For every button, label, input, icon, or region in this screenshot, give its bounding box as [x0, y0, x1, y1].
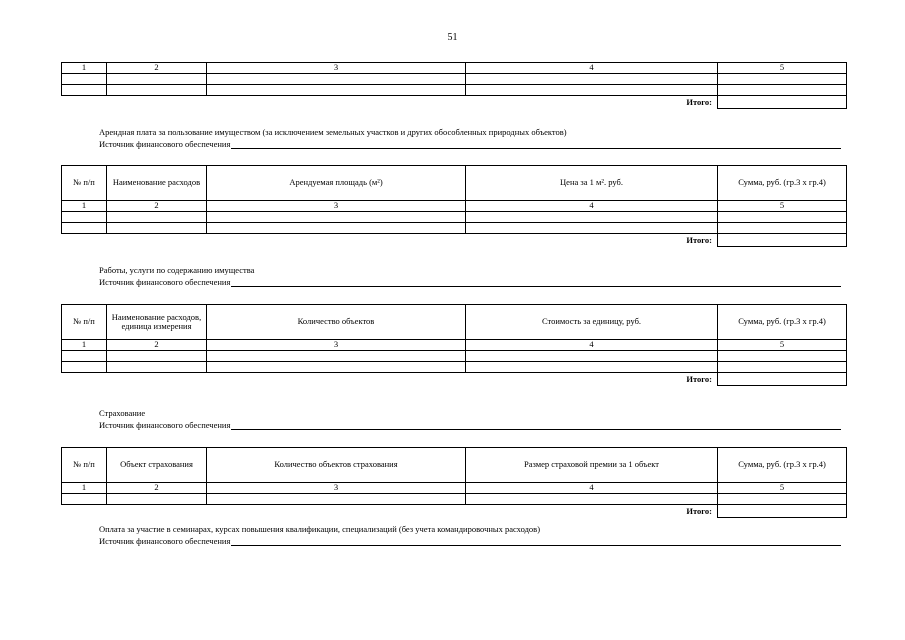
table-maintenance: [61, 304, 847, 386]
funding-source-label: Источник финансового обеспечения: [99, 420, 231, 430]
header-row: [62, 166, 847, 201]
column-number: 4: [466, 201, 718, 212]
funding-source-line[interactable]: [99, 277, 841, 287]
total-label: Итого:: [686, 505, 712, 516]
header-cell: Количество объектов страхования: [207, 448, 466, 483]
total-row: [62, 234, 847, 247]
header-cell: Наименование расходов: [107, 166, 207, 201]
column-number: 5: [718, 63, 847, 74]
column-number: 5: [718, 340, 847, 351]
header-cell: № п/п: [62, 305, 107, 340]
column-number: 4: [466, 340, 718, 351]
table-row: [62, 362, 847, 373]
column-number: 4: [466, 63, 718, 74]
table-insurance: [61, 447, 847, 518]
header-cell: Объект страхования: [107, 448, 207, 483]
column-number: 5: [718, 201, 847, 212]
header-cell: Наименование расходов, единица измерения: [107, 305, 207, 340]
table-row: [62, 74, 847, 85]
column-number: 2: [107, 201, 207, 212]
header-row: [62, 305, 847, 340]
header-cell: Сумма, руб. (гр.3 х гр.4): [718, 448, 847, 483]
column-number-row: [62, 483, 847, 494]
header-cell: Сумма, руб. (гр.3 х гр.4): [718, 305, 847, 340]
column-number-row: [62, 63, 847, 74]
funding-source-line[interactable]: [99, 536, 841, 546]
total-label: Итого:: [686, 234, 712, 245]
column-number-row: [62, 340, 847, 351]
column-number: 3: [207, 201, 466, 212]
column-number: 1: [62, 201, 107, 212]
section-caption: Страхование: [99, 408, 146, 418]
table-row: [62, 494, 847, 505]
table-rent: [61, 165, 847, 247]
column-number: 2: [107, 340, 207, 351]
column-number: 2: [107, 63, 207, 74]
header-cell: № п/п: [62, 166, 107, 201]
total-value-cell[interactable]: [718, 505, 847, 518]
column-number: 5: [718, 483, 847, 494]
funding-source-line[interactable]: [99, 139, 841, 149]
table-row: [62, 85, 847, 96]
table-continuation: [61, 62, 847, 109]
header-row: [62, 448, 847, 483]
funding-source-label: Источник финансового обеспечения: [99, 139, 231, 149]
table-row: [62, 212, 847, 223]
total-value-cell[interactable]: [718, 373, 847, 386]
header-cell: Арендуемая площадь (м²): [207, 166, 466, 201]
column-number: 1: [62, 63, 107, 74]
total-value-cell[interactable]: [718, 234, 847, 247]
column-number: 3: [207, 483, 466, 494]
header-cell: Размер страховой премии за 1 объект: [466, 448, 718, 483]
column-number: 3: [207, 63, 466, 74]
section-caption: Работы, услуги по содержанию имущества: [99, 265, 255, 275]
table-row: [62, 223, 847, 234]
funding-source-label: Источник финансового обеспечения: [99, 277, 231, 287]
total-label: Итого:: [686, 96, 712, 107]
header-cell: Стоимость за единицу, руб.: [466, 305, 718, 340]
funding-source-line[interactable]: [99, 420, 841, 430]
column-number: 2: [107, 483, 207, 494]
section-caption: Оплата за участие в семинарах, курсах повышения квалификации, специализаций (без учета командировочных расходов): [99, 524, 541, 534]
total-row: [62, 505, 847, 518]
header-cell: Цена за 1 м². руб.: [466, 166, 718, 201]
column-number: 1: [62, 483, 107, 494]
column-number: 3: [207, 340, 466, 351]
total-row: [62, 373, 847, 386]
section-caption: Арендная плата за пользование имуществом (за исключением земельных участков и других обособленных природных объектов): [99, 127, 567, 137]
funding-source-label: Источник финансового обеспечения: [99, 536, 231, 546]
total-label: Итого:: [686, 373, 712, 384]
table-row: [62, 351, 847, 362]
header-cell: № п/п: [62, 448, 107, 483]
column-number-row: [62, 201, 847, 212]
header-cell: Сумма, руб. (гр.3 х гр.4): [718, 166, 847, 201]
page-number: 51: [447, 32, 458, 43]
header-cell: Количество объектов: [207, 305, 466, 340]
column-number: 4: [466, 483, 718, 494]
column-number: 1: [62, 340, 107, 351]
total-row: [62, 96, 847, 109]
total-value-cell[interactable]: [718, 96, 847, 109]
